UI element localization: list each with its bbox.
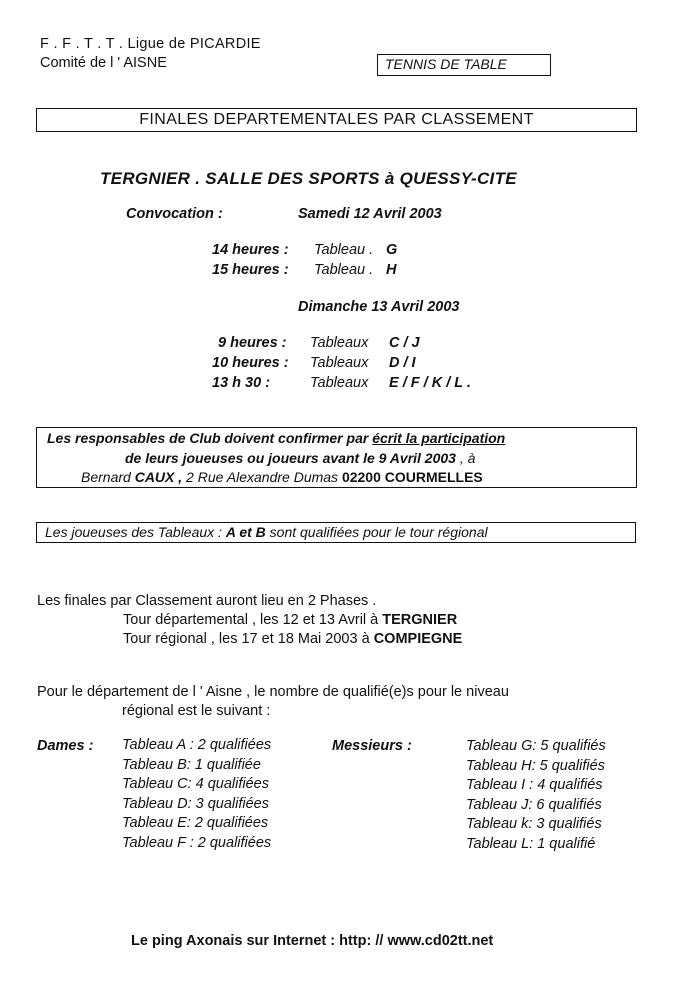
list-item: Tableau C: 4 qualifiées [122, 776, 269, 792]
page-title: FINALES DEPARTEMENTALES PAR CLASSEMENT [139, 111, 534, 128]
list-item: Tableau D: 3 qualifiées [122, 795, 269, 812]
day2-slot2-time: 10 heures : [212, 355, 289, 371]
day1-slot2-label: Tableau . [314, 262, 374, 278]
day2-slot3-code: E / F / K / L . [389, 375, 471, 391]
qualified-notice [36, 522, 636, 543]
day1-slot1-time: 14 heures : [212, 242, 289, 258]
list-item: Tableau H: 5 qualifiés [466, 757, 605, 774]
federation-name: F . F . T . T . Ligue de PICARDIE [40, 36, 261, 52]
list-item: Tableau L: 1 qualifié [466, 835, 596, 852]
badge-label: TENNIS DE TABLE [385, 56, 507, 72]
list-item: Tableau J: 6 qualifiés [466, 796, 602, 813]
day2-slot3-label: Tableaux [310, 375, 369, 391]
convocation-label: Convocation : [126, 206, 223, 222]
day2-slot1-time: 9 heures : [218, 335, 287, 351]
venue-heading: TERGNIER . SALLE DES SPORTS à QUESSY-CITE [100, 169, 517, 188]
day1-slot2-time: 15 heures : [212, 262, 289, 278]
list-item: Tableau k: 3 qualifiés [466, 816, 602, 832]
day2-slot2-code: D / I [389, 355, 416, 371]
badge-box [377, 54, 551, 76]
day1-date: Samedi 12 Avril 2003 [298, 206, 442, 222]
dames-list [122, 736, 271, 853]
confirmation-notice [36, 427, 637, 488]
title-banner [36, 108, 637, 132]
list-item: Tableau F : 2 qualifiées [122, 834, 272, 851]
notice-line-2: de leurs joueuses ou joueurs avant le 9 Avril 2003 , à [125, 450, 476, 466]
quota-line-1: Pour le département de l ' Aisne , le nombre de qualifié(e)s pour le niveau [37, 684, 509, 700]
quota-line-2: régional est le suivant : [122, 703, 271, 719]
notice-line-1: Les responsables de Club doivent confirmer par écrit la participation [47, 430, 506, 446]
list-item: Tableau G: 5 qualifiés [466, 738, 606, 754]
messieurs-label: Messieurs : [332, 738, 412, 754]
list-item: Tableau E: 2 qualifiées [122, 815, 269, 831]
committee-name: Comité de l ' AISNE [40, 55, 167, 71]
day1-slot2-code: H [386, 262, 397, 278]
list-item: Tableau I : 4 qualifiés [466, 777, 603, 793]
day2-date: Dimanche 13 Avril 2003 [298, 299, 460, 315]
day2-slot1-label: Tableaux [310, 335, 369, 351]
footer-website: Le ping Axonais sur Internet : http: // www.cd02tt.net [131, 933, 494, 949]
list-item: Tableau A : 2 qualifiées [122, 737, 272, 753]
day1-slot1-label: Tableau . [314, 242, 374, 258]
phase-1: Tour départemental , les 12 et 13 Avril à TERGNIER [123, 612, 458, 628]
phases-intro: Les finales par Classement auront lieu en 2 Phases . [37, 593, 377, 609]
day1-slot1-code: G [386, 242, 398, 258]
notice-line-3: Bernard CAUX , 2 Rue Alexandre Dumas 02200 COURMELLES [81, 469, 483, 485]
list-item: Tableau B: 1 qualifiée [122, 756, 261, 773]
phase-2: Tour régional , les 17 et 18 Mai 2003 à COMPIEGNE [123, 631, 463, 647]
dames-label: Dames : [37, 738, 94, 754]
day2-slot2-label: Tableaux [310, 355, 369, 371]
day2-slot1-code: C / J [389, 335, 420, 351]
day2-slot3-time: 13 h 30 : [212, 375, 271, 391]
qualified-notice-text: Les joueuses des Tableaux : A et B sont qualifiées pour le tour régional [45, 524, 488, 540]
messieurs-list [466, 737, 606, 854]
